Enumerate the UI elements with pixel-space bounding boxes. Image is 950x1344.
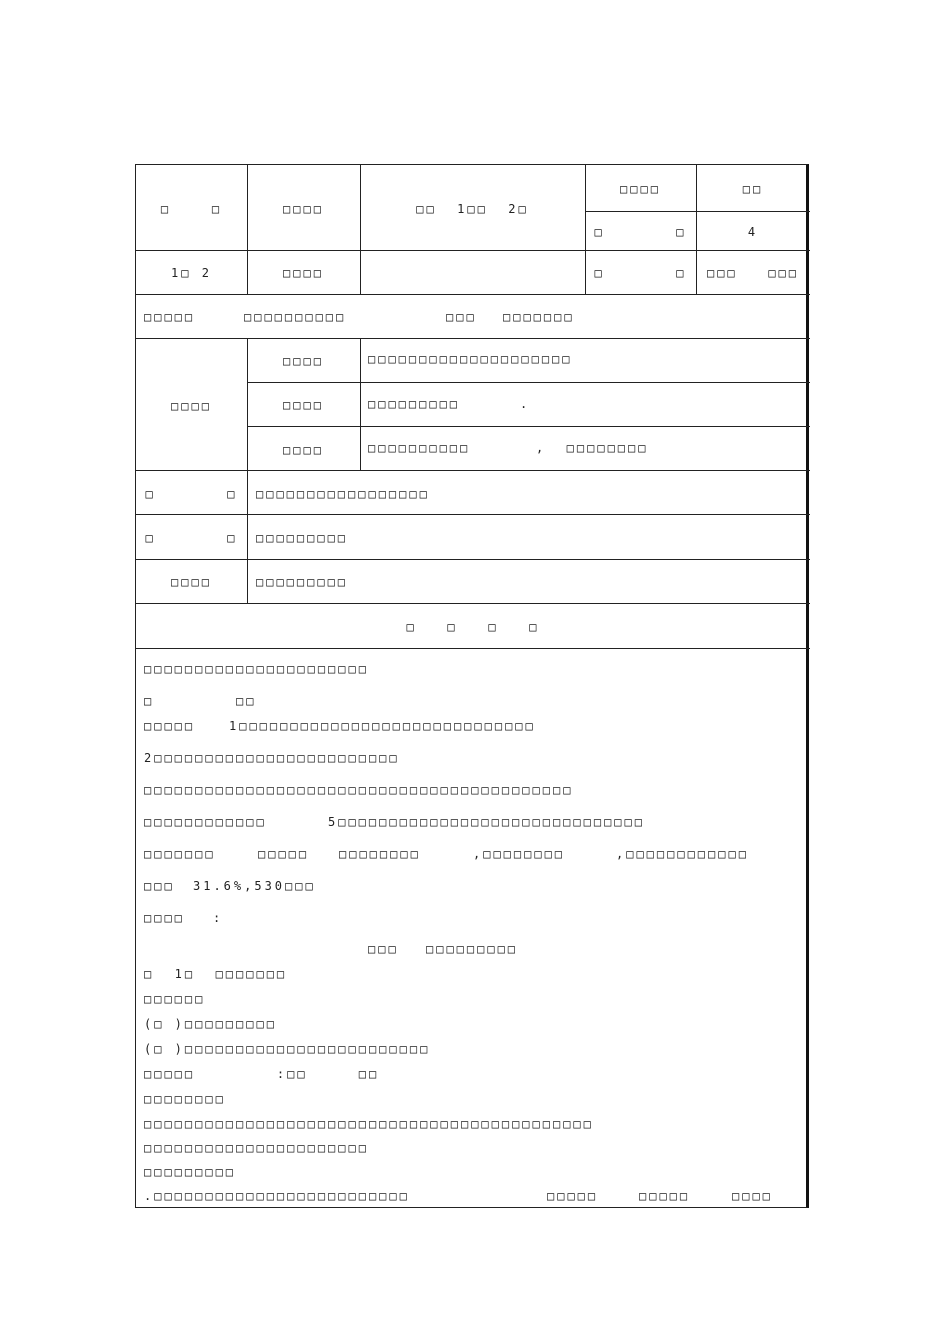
body-line-7e: ,□□□□□□□□□□□□ [616, 847, 749, 861]
rule-goals [136, 470, 810, 471]
section-title: □ □ □ □ [406, 620, 540, 634]
rule-r1 [136, 514, 810, 515]
body-line-7b: □□□□□ [258, 847, 310, 861]
body-line-9b: : [213, 911, 224, 925]
vrule-1-goals [247, 338, 248, 603]
small-line-8: □□□□□□□□□□□□□□□□□□□□□□ [144, 1141, 369, 1155]
goal-name-2: □□□□ [283, 398, 324, 412]
row2-col2: □□□□ [283, 266, 324, 280]
row-text-1: □□□□□□□□□□□□□□□□□ [256, 487, 430, 501]
small-line-7: □□□□□□□□□□□□□□□□□□□□□□□□□□□□□□□□□□□□□□□□□□□□ [144, 1117, 594, 1131]
goal-tail-3: , □□□□□□□□ [536, 441, 649, 455]
body-line-3a: □□□□□ [144, 719, 196, 733]
body-line-8b: 31.6%,530□□□ [193, 879, 316, 893]
goals-label: □□□□ [171, 399, 212, 413]
last-line-b: □□□□□ [547, 1189, 599, 1203]
header-col3: □□ 1□□ 2□ [416, 202, 529, 216]
row-text-3: □□□□□□□□□ [256, 575, 349, 589]
body-line-7a: □□□□□□□ [144, 847, 216, 861]
rule-row3 [136, 338, 810, 339]
body-line-9a: □□□□ [144, 911, 185, 925]
body-line-6a: □□□□□□□□□□□□ [144, 815, 267, 829]
rule-r2 [136, 559, 810, 560]
small-line-4: (□ )□□□□□□□□□□□□□□□□□□□□□□□□ [144, 1042, 431, 1056]
sub-title-b: □□□□□□□□□ [426, 942, 519, 956]
body-line-1: □□□□□□□□□□□□□□□□□□□□□□ [144, 662, 369, 676]
rule-header-split [585, 211, 810, 212]
body-line-3b: 1□□□□□□□□□□□□□□□□□□□□□□□□□□□□□ [229, 719, 536, 733]
row-label-3: □□□□ [171, 575, 212, 589]
topic-b: □□□□□□□□□□ [244, 310, 347, 324]
header-col5a: □□ [742, 182, 764, 196]
last-line-a: .□□□□□□□□□□□□□□□□□□□□□□□□□ [144, 1189, 410, 1203]
topic-a: □□□□□ [144, 310, 196, 324]
header-col1: □ □ [160, 202, 223, 216]
body-line-2: □ □□ [144, 694, 257, 708]
body-line-6b: 5□□□□□□□□□□□□□□□□□□□□□□□□□□□□□□ [328, 815, 645, 829]
header-col2: □□□□ [283, 202, 324, 216]
sub-title-a: □□□ [368, 942, 399, 956]
rule-goal2 [247, 426, 810, 427]
body-line-7c: □□□□□□□□ [339, 847, 421, 861]
last-line-c: □□□□□ [639, 1189, 691, 1203]
row-label-1: □ □ [145, 487, 238, 501]
goal-text-3: □□□□□□□□□□ [368, 441, 471, 455]
goal-name-1: □□□□ [283, 354, 324, 368]
small-line-6: □□□□□□□□ [144, 1092, 226, 1106]
topic-c: □□□ [446, 310, 477, 324]
header-col5b: 4 [747, 225, 759, 239]
row2-col1: 1□ 2 [171, 266, 212, 280]
vrule-2-goals [360, 338, 361, 470]
header-col4b: □ □ [594, 225, 687, 239]
body-line-7d: ,□□□□□□□□ [473, 847, 566, 861]
vrule-2-top [360, 165, 361, 294]
header-col4a: □□□□ [620, 182, 661, 196]
goal-name-3: □□□□ [283, 443, 324, 457]
small-line-5: □□□□□ :□□ □□ [144, 1067, 380, 1081]
rule-section [136, 648, 810, 649]
body-line-4: 2□□□□□□□□□□□□□□□□□□□□□□□□ [144, 751, 400, 765]
goal-text-2: □□□□□□□□□ [368, 397, 461, 411]
row2-col5: □□□ □□□ [706, 266, 800, 280]
last-line-d: □□□□ [732, 1189, 773, 1203]
row2-col4: □ □ [594, 266, 687, 280]
small-line-9: □□□□□□□□□ [144, 1165, 237, 1179]
topic-d: □□□□□□□ [503, 310, 575, 324]
row-text-2: □□□□□□□□□ [256, 531, 349, 545]
small-line-1: □ 1□ □□□□□□□ [144, 967, 288, 981]
body-line-8a: □□□ [144, 879, 175, 893]
rule-r3 [136, 603, 810, 604]
goal-text-1: □□□□□□□□□□□□□□□□□□□□ [368, 352, 573, 366]
body-line-5: □□□□□□□□□□□□□□□□□□□□□□□□□□□□□□□□□□□□□□□□□□ [144, 783, 574, 797]
lesson-plan-table [135, 164, 809, 1208]
rule-row2 [136, 294, 810, 295]
small-line-3: (□ )□□□□□□□□□ [144, 1017, 277, 1031]
rule-goal1 [247, 382, 810, 383]
row-label-2: □ □ [145, 531, 238, 545]
goal-tail-2: . [520, 397, 531, 411]
small-line-2: □□□□□□ [144, 992, 206, 1006]
rule-row1 [136, 250, 810, 251]
